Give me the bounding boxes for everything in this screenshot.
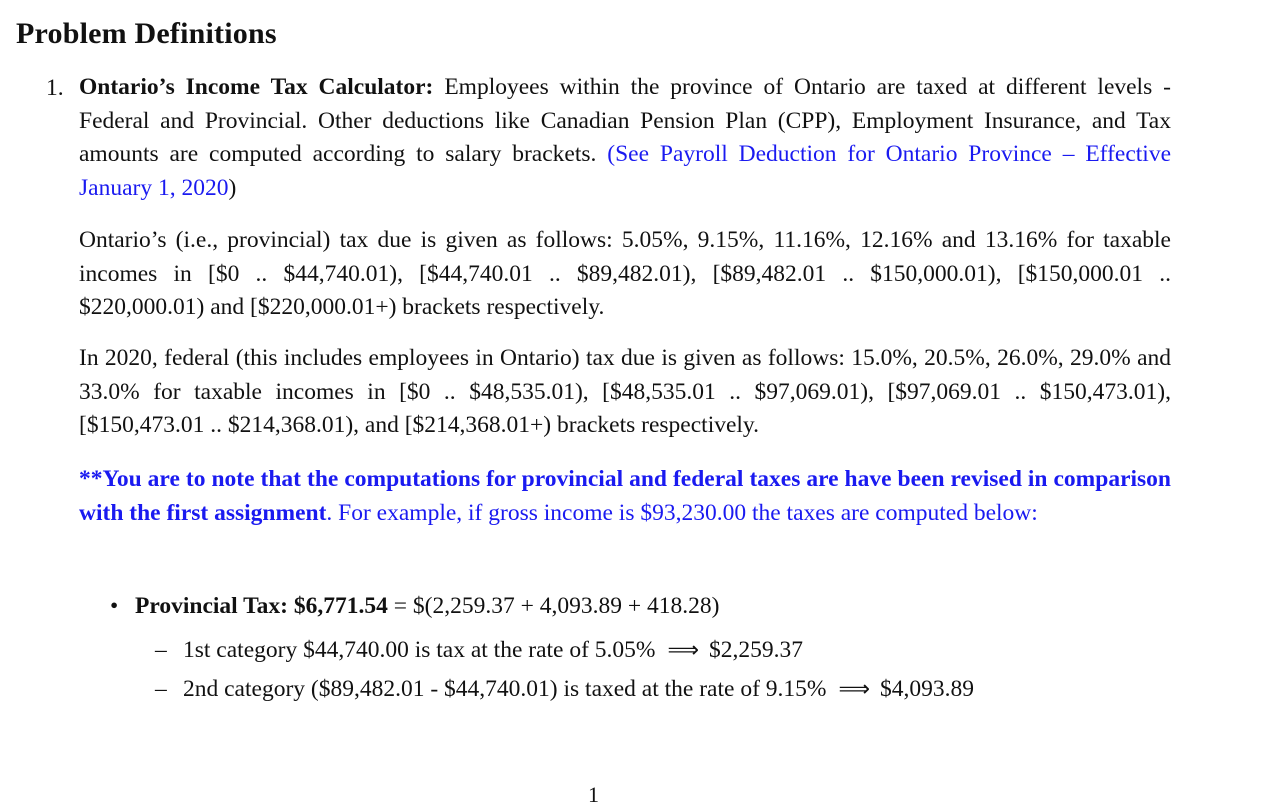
federal-tax-paragraph: In 2020, federal (this includes employees in Ontario) tax due is given as follows: 15.0%, 20.5%, 26.0%, 29.0% and 33.0% for taxable incomes in [$0 .. $48,535.01), [$48,535.01 .. $97,069.01), [$97,069.01 .. $150,473.01), [$150,473.01 .. $214,368.01), and [$214,368.01+) brackets respectively. — [79, 345, 1171, 439]
item-heading: Ontario’s Income Tax Calculator: — [79, 74, 434, 100]
provincial-tax-paragraph: Ontario’s (i.e., provincial) tax due is given as follows: 5.05%, 9.15%, 11.16%, 12.16% and 13.16% for taxable incomes in [$0 .. $44,740.01), [$44,740.01 .. $89,482.01), [$89,482.01 .. $150,000.01), [$150,000.01 .. $220,000.01) and [$220,000.01+) brackets respectively. — [79, 227, 1171, 321]
provincial-tax-bullet — [110, 589, 719, 623]
revision-note-example: . For example, if gross income is $93,230.00 the taxes are computed below: — [326, 499, 1038, 526]
section-title: Problem Definitions — [16, 17, 277, 50]
implies-arrow-icon: ⟹ — [838, 677, 871, 702]
sub-item-result: $4,093.89 — [880, 676, 975, 702]
intro-text: Employees within the province of Ontario are taxed at different levels - Federal and Provincial. Other deductions like Canadian Pension Plan (CPP), Employment Insurance, and Tax amounts are computed according to salary brackets. — [79, 74, 1171, 168]
sub-item-text: 2nd category ($89,482.01 - $44,740.01) is taxed at the rate of 9.15% — [183, 676, 827, 702]
sub-item-text: 1st category $44,740.00 is tax at the rate of 5.05% — [183, 637, 656, 663]
link-close-paren: ) — [228, 175, 237, 202]
sub-item-result: $2,259.37 — [709, 637, 804, 663]
list-item-number: 1. — [46, 75, 64, 101]
link-open-paren: ( — [607, 141, 616, 168]
sub-item-dash: – — [155, 676, 167, 702]
sub-list-item — [155, 633, 803, 668]
provincial-tax-label: Provincial Tax: — [135, 593, 288, 619]
revision-note-bold: **You are to note that the computations for provincial and federal taxes are have been revised in comparison with the first assignment — [79, 466, 1171, 526]
intro-paragraph — [79, 71, 1171, 206]
page-number: 1 — [588, 782, 599, 807]
provincial-tax-amount: $6,771.54 — [293, 593, 388, 619]
provincial-tax-formula: = $(2,259.37 + 4,093.89 + 418.28) — [393, 593, 720, 619]
bullet-marker: • — [110, 593, 119, 619]
sub-item-dash: – — [155, 637, 167, 663]
sub-list-item — [155, 672, 974, 707]
payroll-deduction-link[interactable]: See Payroll Deduction for Ontario Province – Effective January 1, 2020 — [79, 141, 1172, 202]
revision-note-paragraph — [79, 463, 1171, 530]
implies-arrow-icon: ⟹ — [667, 638, 700, 663]
